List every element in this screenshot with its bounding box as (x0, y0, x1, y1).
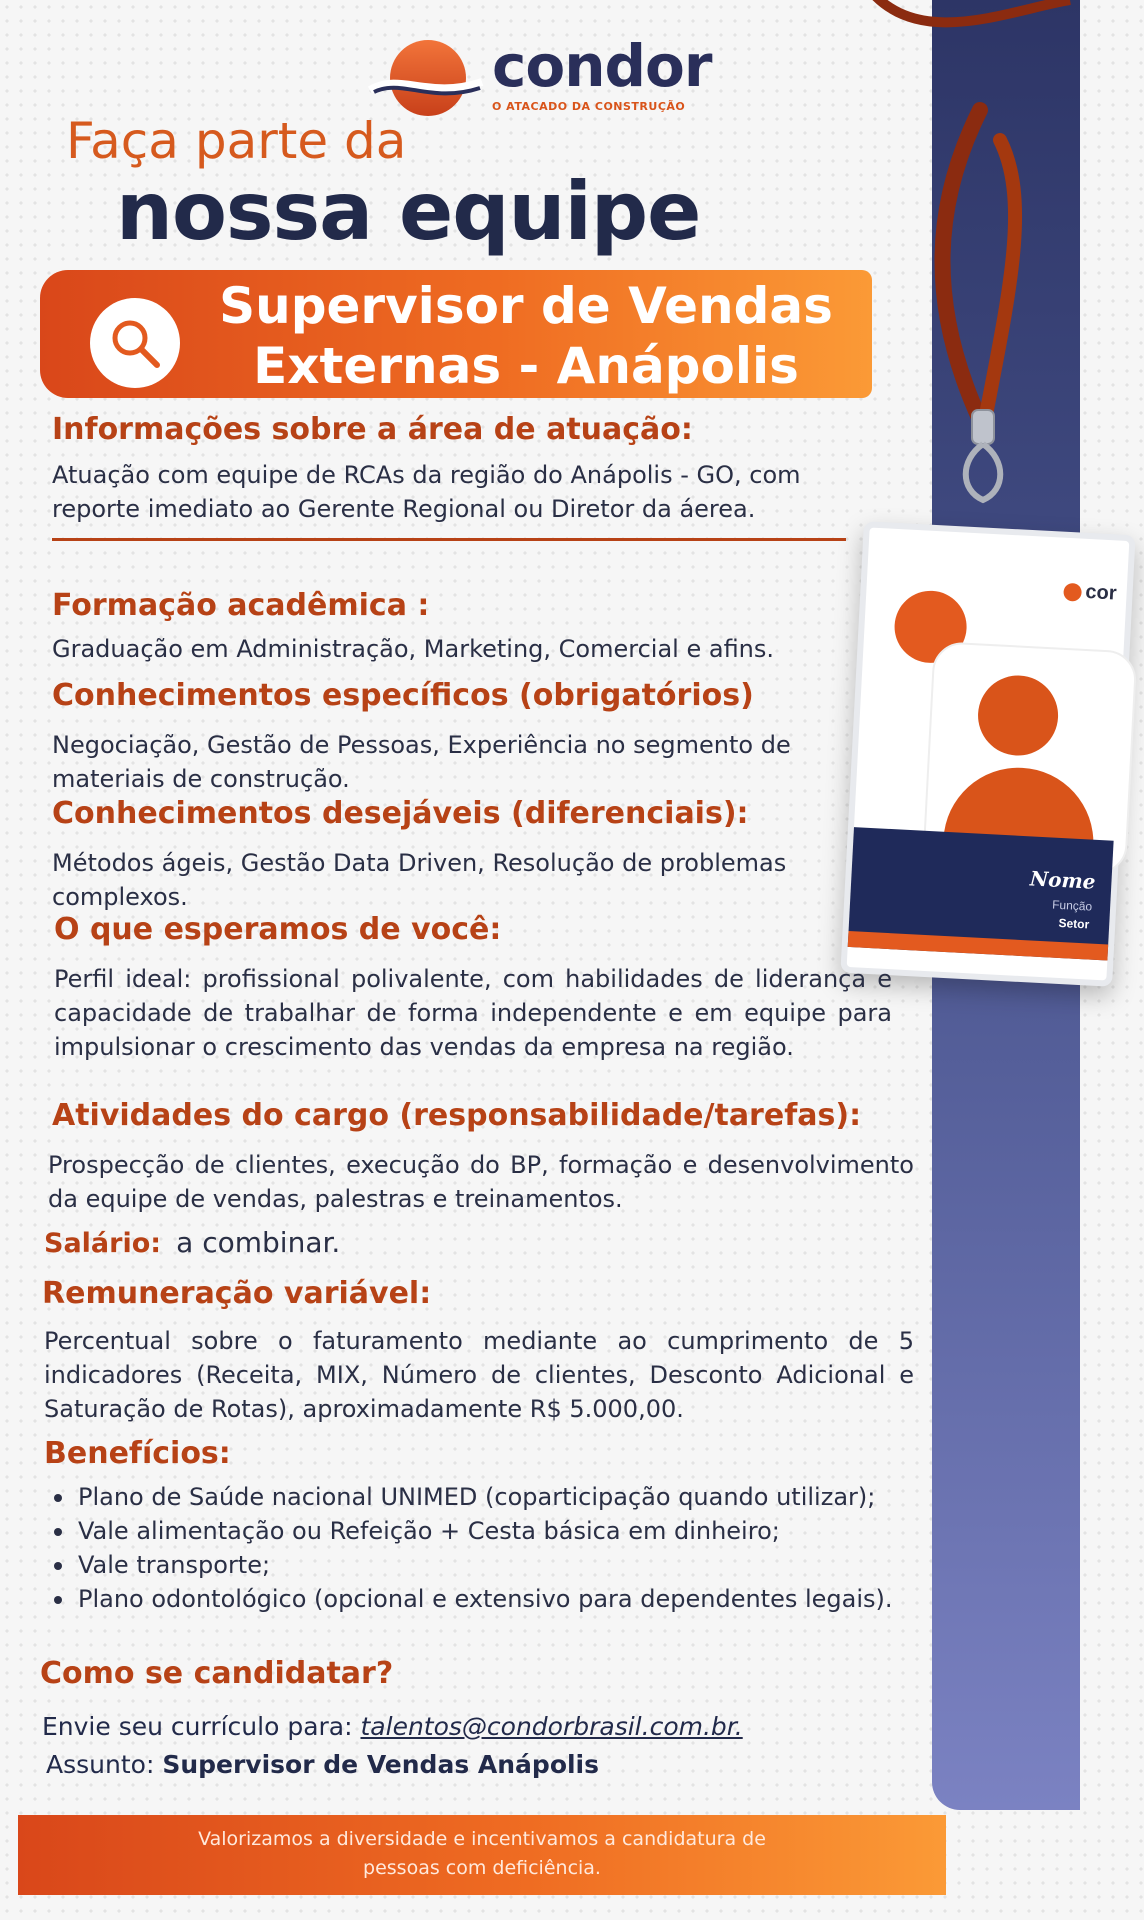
condor-emblem-icon (370, 38, 482, 120)
id-badge (840, 521, 1135, 987)
area-text: Atuação com equipe de RCAs da região do Anápolis - GO, com reporte imediato ao Gerente Regional ou Diretor da áerea. (52, 461, 801, 523)
beneficio-text: Vale transporte; (78, 1551, 271, 1579)
esperamos-text: Perfil ideal: profissional polivalente, com habilidades de liderança e capacidade de trabalhar de forma independente e em equipe para impulsionar o crescimento das vendas da empresa na região. (54, 965, 892, 1061)
list-item (44, 1582, 924, 1616)
condor-logo (370, 32, 712, 118)
lanyard-illustration (860, 0, 1120, 550)
beneficio-text: Plano de Saúde nacional UNIMED (coparticipação quando utilizar); (78, 1483, 876, 1511)
atividades-heading: Atividades do cargo (responsabilidade/tarefas): (52, 1098, 862, 1133)
beneficios-heading: Benefícios: (44, 1436, 231, 1471)
area-heading: Informações sobre a área de atuação: (52, 412, 693, 447)
search-icon (107, 315, 163, 371)
footer-line-1: Valorizamos a diversidade e incentivamos a candidatura de (198, 1828, 766, 1850)
salario-value: a combinar. (176, 1226, 341, 1259)
bullet-icon (54, 1528, 62, 1536)
logo-tagline: O ATACADO DA CONSTRUÇÃO (492, 100, 686, 113)
list-item (44, 1514, 924, 1548)
apply-prefix: Envie seu currículo para: (42, 1712, 353, 1741)
section-divider (52, 538, 846, 541)
atividades-text: Prospecção de clientes, execução do BP, formação e desenvolvimento da equipe de vendas, palestras e treinamentos. (48, 1151, 914, 1213)
beneficio-text: Plano odontológico (opcional e extensivo para dependentes legais). (78, 1585, 893, 1613)
bullet-icon (54, 1494, 62, 1502)
remuneracao-text: Percentual sobre o faturamento mediante ao cumprimento de 5 indicadores (Receita, MIX, Número de clientes, Desconto Adicional e Saturação de Rotas), aproximadamente R$ 5.000,00. (44, 1327, 914, 1423)
job-title-line-1: Supervisor de Vendas (219, 277, 833, 335)
search-icon-badge (90, 298, 180, 388)
badge-footer (848, 827, 1114, 960)
subject-label: Assunto: (46, 1750, 155, 1779)
subject-line (46, 1750, 599, 1779)
formacao-heading: Formação acadêmica : (52, 588, 430, 623)
obrigatorios-heading: Conhecimentos específicos (obrigatórios) (52, 678, 754, 713)
badge-logo-emblem-icon (1063, 582, 1082, 601)
job-title-banner (40, 270, 872, 398)
bullet-icon (54, 1596, 62, 1604)
obrigatorios-text: Negociação, Gestão de Pessoas, Experiência no segmento de materiais de construção. (52, 731, 791, 793)
beneficio-text: Vale alimentação ou Refeição + Cesta básica em dinheiro; (78, 1517, 780, 1545)
footer-text (18, 1825, 946, 1883)
bullet-icon (54, 1562, 62, 1570)
salario-row (44, 1226, 340, 1259)
subject-value: Supervisor de Vendas Anápolis (162, 1750, 600, 1779)
desejaveis-text: Métodos ágeis, Gestão Data Driven, Resolução de problemas complexos. (52, 849, 787, 911)
job-title (190, 276, 862, 396)
badge-logo-text: cor (1084, 580, 1118, 605)
list-item (44, 1548, 924, 1582)
apply-line (42, 1712, 743, 1741)
remuneracao-heading: Remuneração variável: (42, 1276, 432, 1311)
badge-name: Nome (1029, 866, 1097, 894)
list-item (44, 1480, 924, 1514)
footer-line-2: pessoas com deficiência. (363, 1857, 601, 1879)
badge-logo (1063, 580, 1117, 606)
hero-line-1: Faça parte da (66, 112, 407, 170)
hero-line-2: nossa equipe (116, 165, 701, 258)
apply-email-link[interactable]: talentos@condorbrasil.com.br. (360, 1712, 743, 1741)
beneficios-list (44, 1480, 924, 1616)
desejaveis-heading: Conhecimentos desejáveis (diferenciais): (52, 796, 749, 831)
esperamos-heading: O que esperamos de você: (54, 912, 502, 947)
diversity-footer (18, 1815, 946, 1895)
badge-role: Função (1051, 897, 1093, 914)
logo-wordmark: condor (492, 32, 712, 100)
candidatar-heading: Como se candidatar? (40, 1656, 394, 1691)
salario-label: Salário: (44, 1228, 162, 1259)
formacao-text: Graduação em Administração, Marketing, Comercial e afins. (52, 635, 775, 663)
badge-sector: Setor (1058, 915, 1090, 932)
job-title-line-2: Externas - Anápolis (253, 337, 799, 395)
